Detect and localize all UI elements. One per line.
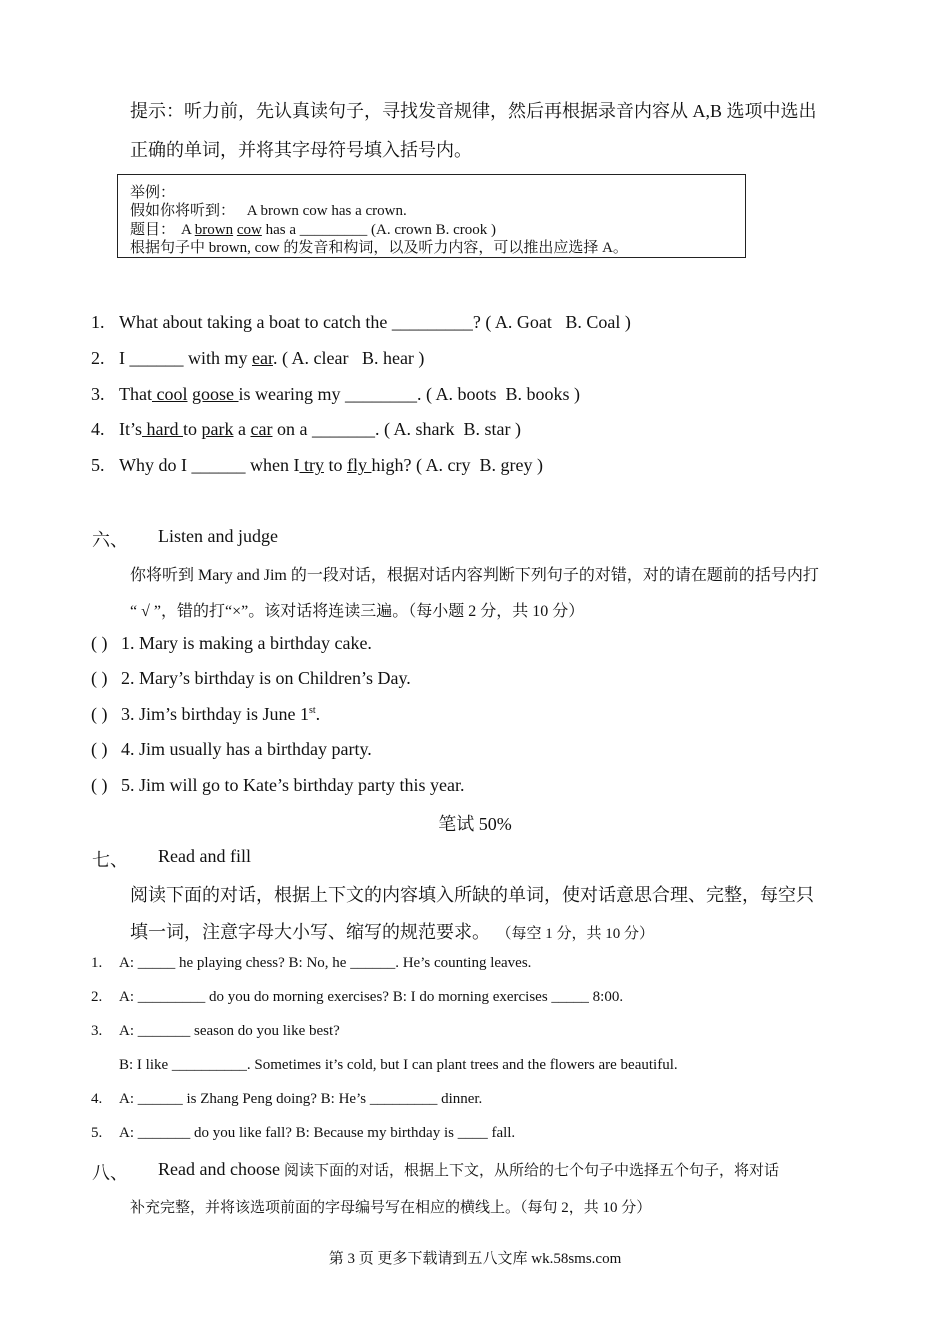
judge-item	[91, 668, 411, 689]
section-7-instruction-2	[130, 918, 654, 944]
example-item-rest: has a _________ (A. crown B. crook )	[261, 222, 496, 238]
section-6-title: Listen and judge	[158, 526, 278, 546]
underlined-word: fly	[346, 455, 372, 475]
underlined-word: car	[250, 419, 273, 439]
written-test-header: 笔试 50%	[438, 814, 512, 834]
underlined-word: park	[201, 419, 234, 439]
tip-line-1: 提示：听力前，先认真读句子，寻找发音规律，然后再根据录音内容从 A,B 选项中选出	[130, 101, 817, 121]
answer-bracket[interactable]: ( )	[91, 633, 108, 653]
underlined-word: goose	[192, 384, 239, 404]
judge-item-text: 5. Jim will go to Kate’s birthday party this year.	[121, 775, 465, 795]
judge-item-text: 4. Jim usually has a birthday party.	[121, 739, 372, 759]
answer-bracket[interactable]: ( )	[91, 668, 108, 688]
judge-item-text: 1. Mary is making a birthday cake.	[121, 633, 372, 653]
section-8-title: Read and choose	[158, 1159, 280, 1179]
judge-item-end: .	[315, 704, 321, 724]
section-7-header	[92, 846, 492, 872]
question-segment: to	[323, 455, 347, 475]
section-8-header	[92, 1159, 892, 1185]
fill-item-text: A: _______ season do you like best?	[119, 1023, 340, 1039]
question-segment: That	[119, 384, 152, 404]
fill-item-text: A: _______ do you like fall? B: Because my birthday is ____ fall.	[119, 1125, 516, 1141]
underlined-word: hard	[142, 419, 183, 439]
example-item-brown: brown	[194, 222, 234, 238]
fill-item-text: A: ______ is Zhang Peng doing? B: He’s _________ dinner.	[119, 1091, 483, 1107]
section-7-score: （每空 1 分，共 10 分）	[504, 926, 655, 942]
question-text	[119, 419, 521, 440]
question-number: 2.	[91, 348, 105, 368]
question-segment: It’s	[119, 419, 143, 439]
question-number: 1.	[91, 312, 105, 332]
section-6-header	[92, 526, 492, 552]
question-segment: to	[183, 419, 202, 439]
section-7-instruction-main: 填一词，注意字母大小写、缩写的规范要求。	[130, 922, 490, 942]
question-segment: a	[233, 419, 251, 439]
example-hear-line	[130, 199, 407, 220]
section-6-instruction-2: “ √ ”，错的打“×”。该对话将连读三遍。（每小题 2 分，共 10 分）	[130, 603, 585, 620]
section-6-instruction-1: 你将听到 Mary and Jim 的一段对话，根据对话内容判断下列句子的对错，对的请在题前的括号内打	[130, 567, 819, 584]
question-segment: . ( A. clear B. hear )	[272, 348, 425, 368]
question-segment: What about taking a boat to catch the _________? ( A. Goat B. Coal )	[119, 312, 631, 332]
section-7-instruction-1: 阅读下面的对话，根据上下文的内容填入所缺的单词，使对话意思合理、完整，每空只	[130, 885, 814, 905]
question-number: 4.	[91, 419, 105, 439]
section-8-instruction-1: 阅读下面的对话，根据上下文，从所给的七个句子中选择五个句子，将对话	[283, 1163, 779, 1179]
underlined-word: ear	[252, 348, 273, 368]
question-segment: high? ( A. cry B. grey )	[371, 455, 543, 475]
judge-item-text: 3. Jim’s birthday is June 1	[121, 704, 309, 724]
question-number: 5.	[91, 455, 105, 475]
example-item-prefix: 题目：	[130, 222, 176, 238]
section-8-label: 八、	[92, 1163, 128, 1183]
question-number: 3.	[91, 384, 105, 404]
question-segment: is wearing my ________. ( A. boots B. books )	[238, 384, 580, 404]
ordinal-suffix: st	[309, 705, 316, 716]
example-item-a: A	[181, 222, 195, 238]
judge-item	[91, 739, 372, 760]
answer-bracket[interactable]: ( )	[91, 704, 108, 724]
fill-item-text: B: I like __________. Sometimes it’s cold, but I can plant trees and the flowers are beautiful.	[119, 1057, 678, 1073]
fill-item-number: 4.	[91, 1091, 103, 1107]
section-6-label: 六、	[92, 530, 128, 550]
fill-item-text: A: _________ do you do morning exercises? B: I do morning exercises _____ 8:00.	[119, 989, 624, 1005]
judge-item-text: 2. Mary’s birthday is on Children’s Day.	[121, 668, 411, 688]
answer-bracket[interactable]: ( )	[91, 739, 108, 759]
tip-line-2: 正确的单词，并将其字母符号填入括号内。	[130, 140, 472, 160]
section-8-instruction-2: 补充完整，并将该选项前面的字母编号写在相应的横线上。（每句 2，共 10 分）	[130, 1200, 652, 1216]
answer-bracket[interactable]: ( )	[91, 775, 108, 795]
example-heading: 举例：	[130, 185, 176, 201]
judge-item	[91, 775, 464, 796]
question-text	[119, 312, 631, 333]
page-footer: 第 3 页 更多下载请到五八文库 wk.58sms.com	[328, 1251, 622, 1267]
example-explanation: 根据句子中 brown, cow 的发音和构词，以及听力内容，可以推出应选择 A。	[130, 240, 628, 256]
section-8-title-line	[158, 1159, 779, 1180]
example-box	[117, 174, 746, 258]
fill-item-text: A: _____ he playing chess? B: No, he ______. He’s counting leaves.	[119, 955, 532, 971]
example-hear-sentence: A brown cow has a crown.	[246, 203, 407, 219]
question-segment: Why do I ______ when I	[119, 455, 300, 475]
question-text	[119, 384, 580, 405]
example-hear-prefix: 假如你将听到：	[130, 203, 236, 219]
fill-item-number: 1.	[91, 955, 103, 971]
question-text	[119, 348, 424, 369]
judge-item	[91, 633, 372, 654]
question-text	[119, 455, 543, 476]
fill-item-number: 5.	[91, 1125, 103, 1141]
section-7-title: Read and fill	[158, 846, 251, 866]
example-item-cow: cow	[236, 222, 262, 238]
underlined-word: try	[299, 455, 324, 475]
judge-item	[91, 704, 320, 725]
fill-item-number: 3.	[91, 1023, 103, 1039]
question-segment: I ______ with my	[119, 348, 252, 368]
section-7-label: 七、	[92, 850, 128, 870]
question-segment: on a _______. ( A. shark B. star )	[272, 419, 521, 439]
underlined-word: cool	[152, 384, 188, 404]
fill-item-number: 2.	[91, 989, 103, 1005]
